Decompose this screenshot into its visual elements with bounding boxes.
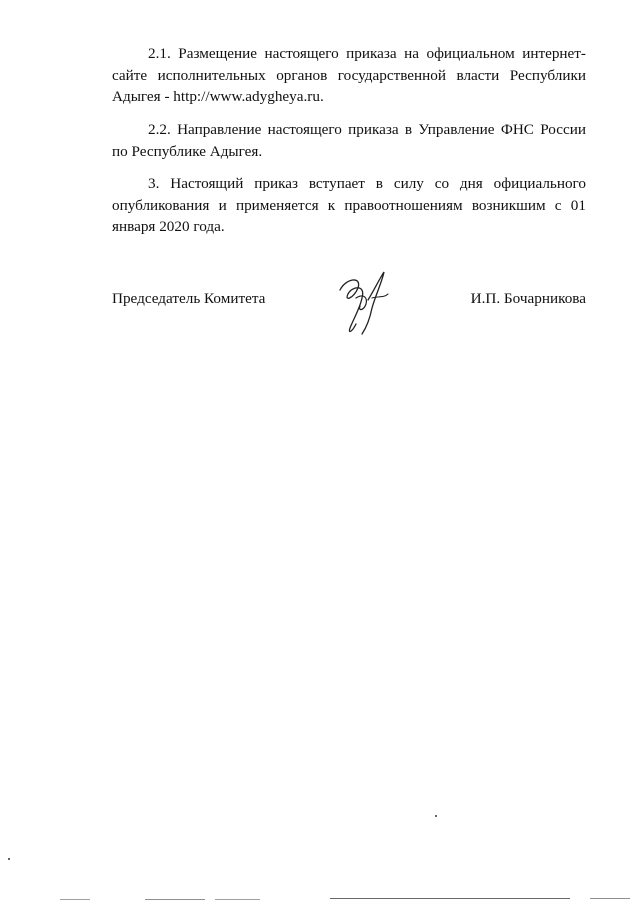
scan-artifact-line bbox=[590, 898, 630, 899]
scan-speck bbox=[435, 815, 437, 817]
scan-artifact-line bbox=[330, 898, 570, 899]
paragraph-2-2 bbox=[112, 119, 586, 162]
paragraph-2-1 bbox=[112, 43, 586, 108]
scan-artifact-line bbox=[215, 899, 260, 900]
scan-artifact-line bbox=[145, 899, 205, 900]
signature-block bbox=[112, 286, 586, 346]
scan-artifact-line bbox=[60, 899, 90, 900]
paragraph-text: 2.2. Направление настоящего приказа в Управление ФНС России по Республике Адыгея. bbox=[112, 121, 586, 160]
paragraph-text: 2.1. Размещение настоящего приказа на официальном интернет-сайте исполнительных органов государственной власти Республики Адыгея - http://www.adygheya.ru. bbox=[112, 45, 586, 105]
scan-speck bbox=[8, 858, 10, 860]
handwritten-signature bbox=[332, 268, 392, 338]
paragraph-text: 3. Настоящий приказ вступает в силу со дня официального опубликования и применяется к правоотношениям возникшим с 01 января 2020 года. bbox=[112, 175, 586, 235]
paragraph-3 bbox=[112, 173, 586, 238]
signatory-position: Председатель Комитета bbox=[112, 290, 266, 307]
signatory-name: И.П. Бочарникова bbox=[470, 290, 586, 307]
